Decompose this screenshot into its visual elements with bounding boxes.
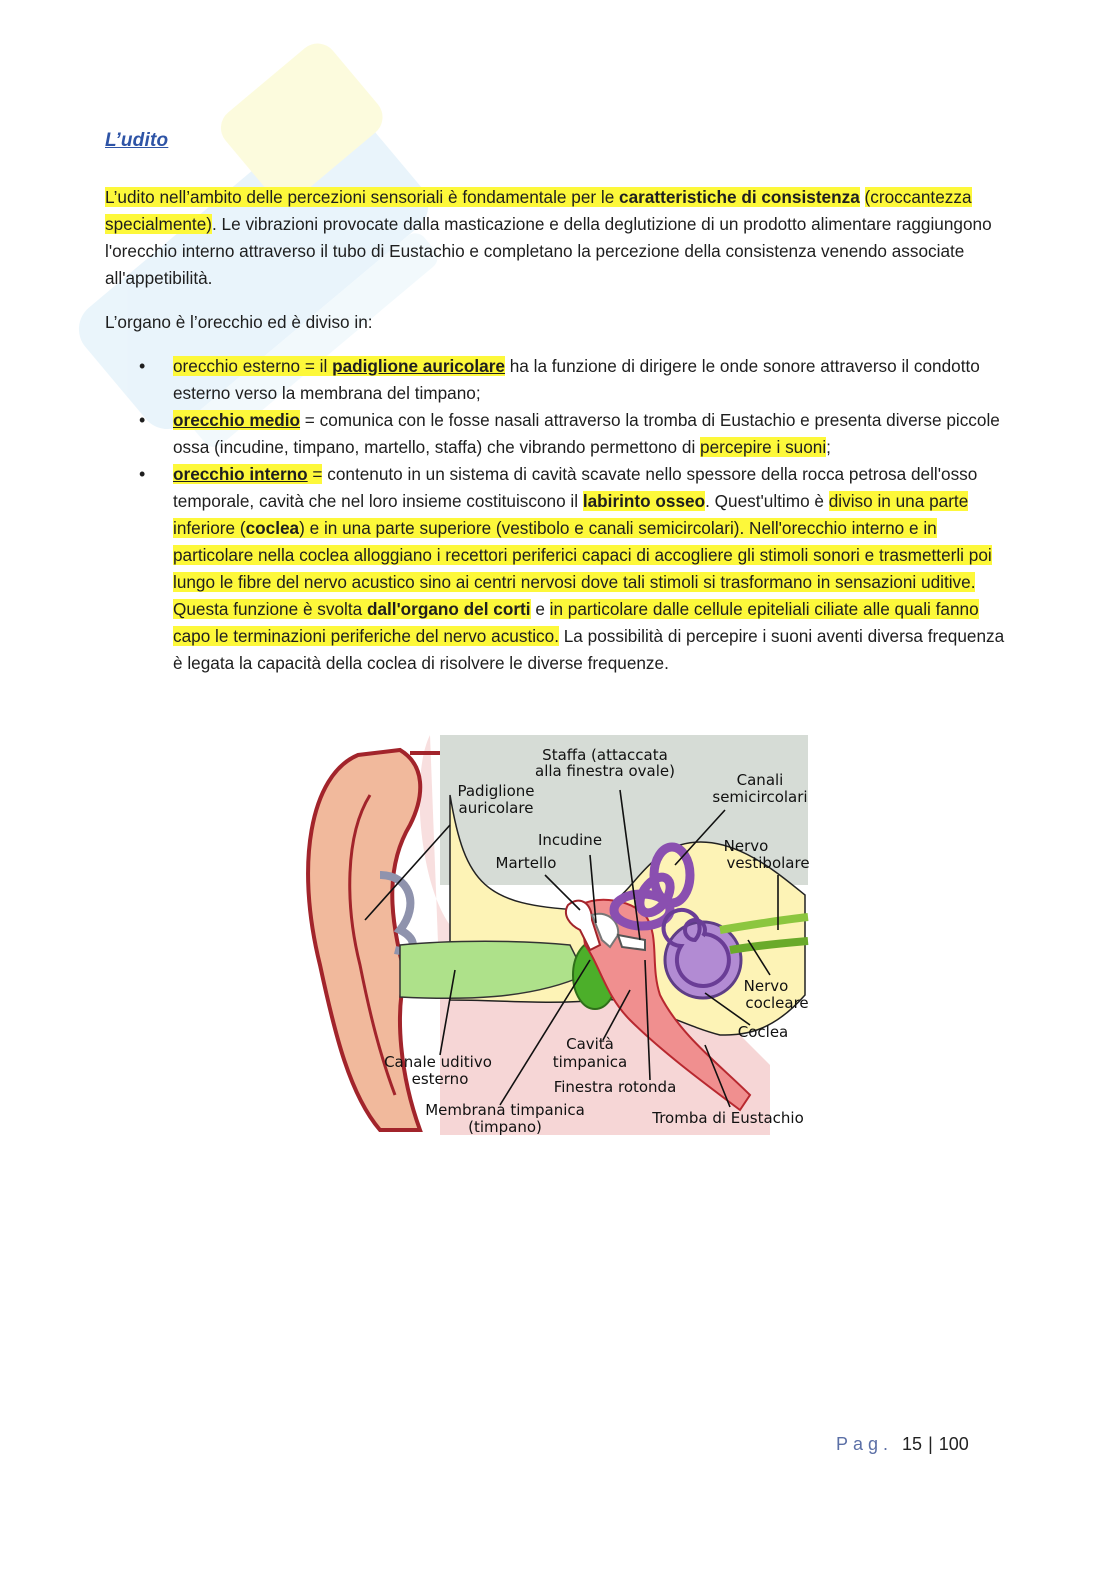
label-cavita-2: timpanica bbox=[552, 1053, 628, 1071]
label-nervo-vest-2: vestibolare bbox=[726, 854, 810, 872]
interno-bold-coclea: coclea bbox=[245, 518, 300, 538]
footer-separator: | bbox=[928, 1434, 933, 1454]
page-footer bbox=[836, 1434, 969, 1455]
interno-rest1: contenuto in un sistema di cavità scavate nello spessore della rocca petrosa dell'osso temporale, cavità che nel loro insieme costituiscono il bbox=[173, 464, 978, 511]
footer-page-number: 15 bbox=[902, 1434, 923, 1454]
intro-highlight-2: (croccantezza specialmente) bbox=[105, 187, 972, 234]
footer-pag-label: Pag. bbox=[836, 1434, 894, 1454]
esterno-rest: ha la funzione di dirigere le onde sonore attraverso il condotto esterno verso la membrana del timpano; bbox=[173, 356, 980, 403]
interno-bold-corti: dall'organo del corti bbox=[366, 599, 531, 619]
section-title: L’udito bbox=[105, 130, 169, 151]
medio-bold: orecchio medio bbox=[173, 410, 301, 430]
footer-total-pages: 100 bbox=[938, 1434, 969, 1454]
label-coclea: Coclea bbox=[737, 1023, 789, 1041]
medio-highlight: percepire i suoni bbox=[700, 437, 827, 457]
list-item-interno bbox=[105, 461, 1010, 677]
label-canale-2: esterno bbox=[411, 1070, 469, 1088]
interno-highlight-3: in particolare dalle cellule epiteliali ciliate alle quali fanno capo le terminazioni periferiche del nervo acustico. bbox=[173, 599, 979, 646]
interno-rest2: . Quest'ultimo è bbox=[705, 491, 829, 511]
ear-parts-list bbox=[105, 353, 1010, 677]
medio-rest: = comunica con le fosse nasali attraverso la tromba di Eustachio e presenta diverse piccole ossa (incudine, timpano, martello, staffa) che vibrando permettono di bbox=[173, 410, 1000, 457]
interno-highlight-2: ) e in una parte superiore (vestibolo e canali semicircolari). Nell'orecchio interno e in particolare nella coclea alloggiano i recettori periferici capaci di accogliere gli stimoli sonori e trasmetterli poi lungo le fibre del nervo acustico sino ai centri nervosi dove tali stimoli si trasformano in sensazioni uditive. Questa funzione è svolta bbox=[173, 518, 992, 619]
intro-highlight-1: L’udito nell’ambito delle percezioni sensoriali è fondamentale per le bbox=[105, 187, 620, 207]
organ-paragraph: L’organo è l’orecchio ed è diviso in: bbox=[105, 312, 373, 332]
label-canale-1: Canale uditivo bbox=[384, 1053, 492, 1071]
intro-rest: . Le vibrazioni provocate dalla masticazione e della deglutizione di un prodotto alimentare raggiungono l'orecchio interno attraverso il tubo di Eustachio e completano la percezione della consistenza venendo associate all'appetibilità. bbox=[105, 214, 992, 288]
intro-paragraph bbox=[105, 184, 1010, 292]
ear-diagram bbox=[300, 735, 820, 1135]
interno-bold: orecchio interno bbox=[173, 464, 308, 484]
label-membrana-2: (timpano) bbox=[468, 1118, 542, 1135]
label-padiglione-2: auricolare bbox=[458, 799, 534, 817]
interno-mid: e bbox=[530, 599, 550, 619]
label-incudine: Incudine bbox=[537, 831, 603, 849]
medio-end: ; bbox=[826, 437, 831, 457]
label-nervo-vest-1: Nervo bbox=[723, 837, 769, 855]
label-padiglione-1: Padiglione bbox=[457, 782, 535, 800]
label-martello: Martello bbox=[495, 854, 557, 872]
label-finestra: Finestra rotonda bbox=[553, 1078, 677, 1096]
interno-bold-labirinto: labirinto osseo bbox=[582, 491, 706, 511]
label-canali-2: semicircolari bbox=[712, 788, 808, 806]
label-cavita-1: Cavità bbox=[566, 1035, 614, 1053]
intro-bold-consistenza: caratteristiche di consistenza bbox=[619, 187, 860, 207]
label-nervo-coc-1: Nervo bbox=[743, 977, 789, 995]
label-nervo-coc-2: cocleare bbox=[745, 994, 809, 1012]
label-canali-1: Canali bbox=[736, 771, 784, 789]
interno-highlight-1: diviso in una parte inferiore ( bbox=[173, 491, 969, 538]
list-item-medio bbox=[105, 407, 1010, 461]
interno-eq: = bbox=[307, 464, 323, 484]
list-item-esterno bbox=[105, 353, 1010, 407]
label-staffa-1: Staffa (attaccata bbox=[542, 746, 668, 764]
esterno-bold: padiglione auricolare bbox=[332, 356, 505, 376]
document-page bbox=[105, 130, 1010, 677]
label-tromba: Tromba di Eustachio bbox=[652, 1109, 804, 1127]
interno-rest3: La possibilità di percepire i suoni aventi diversa frequenza è legata la capacità della coclea di risolvere le diverse frequenze. bbox=[173, 626, 1005, 673]
ear-anatomy-figure bbox=[300, 735, 820, 1135]
esterno-lead: orecchio esterno = il bbox=[173, 356, 333, 376]
label-staffa-2: alla finestra ovale) bbox=[535, 762, 675, 780]
label-membrana-1: Membrana timpanica bbox=[425, 1101, 585, 1119]
